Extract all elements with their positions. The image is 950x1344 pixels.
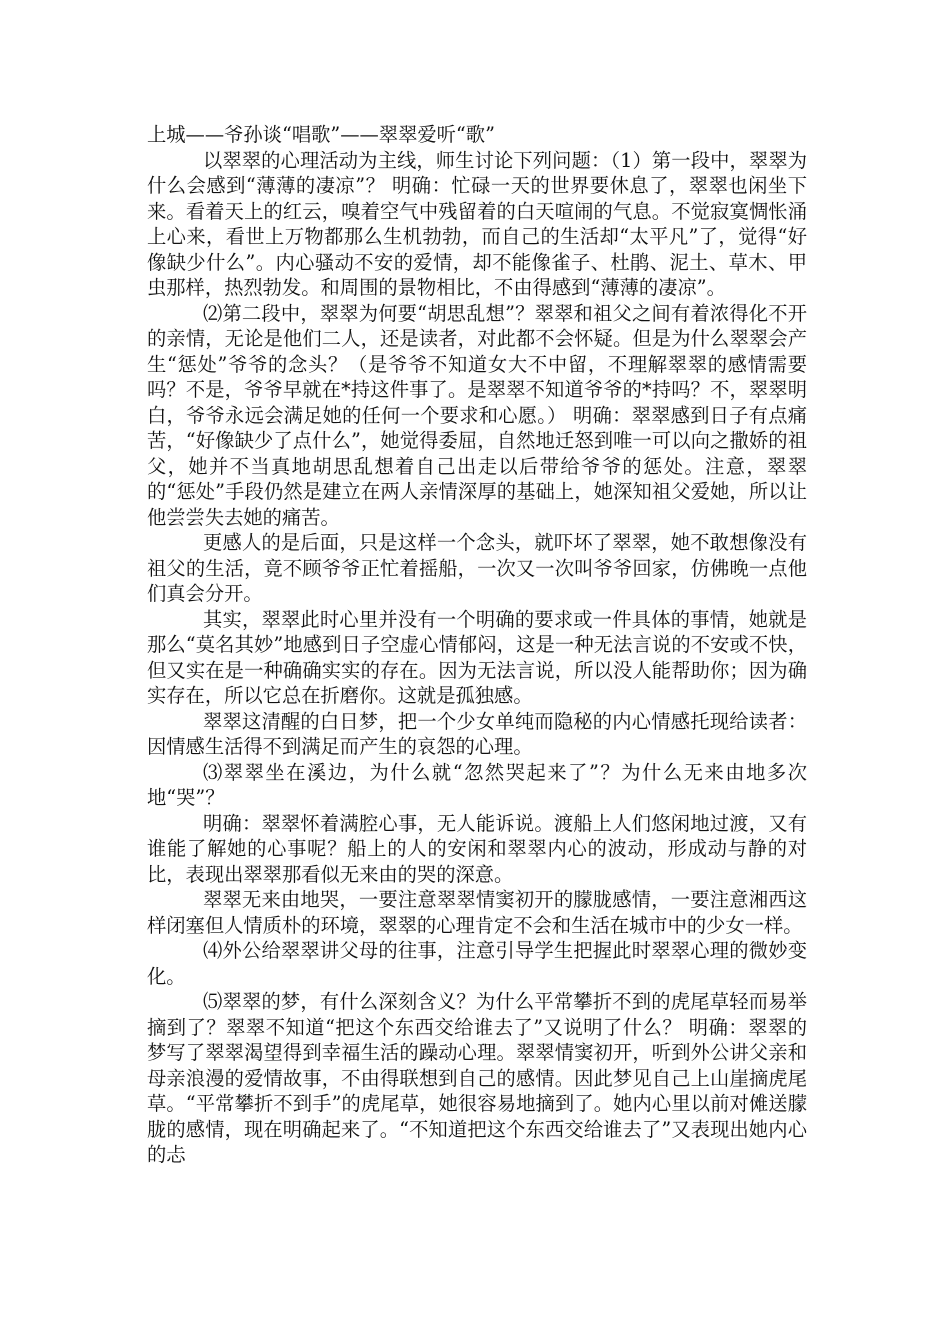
paragraph-moving-part: 更感人的是后面，只是这样一个念头，就吓坏了翠翠，她不敢想像没有祖父的生活，竟不顾爷爷正忙着摇船，一次又一次叫爷爷回家，仿佛晚一点他们真会分开。: [147, 531, 807, 605]
document-page: [147, 122, 807, 1168]
paragraph-question-1: 以翠翠的心理活动为主线，师生讨论下列问题：（1）第一段中，翠翠为什么会感到“薄薄的凄凉”？ 明确：忙碌一天的世界要休息了，翠翠也闲坐下来。看着天上的红云，嗅着空气中残留着的白天喧闹的气息。不觉寂寞惆怅涌上心来，看世上万物都那么生机勃勃，而自己的生活却“太平凡”了，觉得“好像缺少什么”。内心骚动不安的爱情，却不能像雀子、杜鹃、泥土、草木、甲虫那样，热烈勃发。和周围的景物相比，不由得感到“薄薄的凄凉”。: [147, 148, 807, 299]
paragraph-crying-note: 翠翠无来由地哭，一要注意翠翠情窦初开的朦胧感情，一要注意湘西这样闭塞但人情质朴的环境，翠翠的心理肯定不会和生活在城市中的少女一样。: [147, 888, 807, 937]
paragraph-loneliness: 其实，翠翠此时心里并没有一个明确的要求或一件具体的事情，她就是那么“莫名其妙”地感到日子空虚心情郁闷，这是一种无法言说的不安或不快，但又实在是一种确确实实的存在。因为无法言说，所以没人能帮助你；因为确实存在，所以它总在折磨你。这就是孤独感。: [147, 607, 807, 707]
paragraph-question-2: ⑵第二段中，翠翠为何要“胡思乱想”？翠翠和祖父之间有着浓得化不开的亲情，无论是他们二人，还是读者，对此都不会怀疑。但是为什么翠翠会产生“惩处”爷爷的念头？（是爷爷不知道女大不中留，不理解翠翠的感情需要吗？不是，爷爷早就在*持这件事了。是翠翠不知道爷爷的*持吗？不，翠翠明白，爷爷永远会满足她的任何一个要求和心愿。） 明确：翠翠感到日子有点痛苦，“好像缺少了点什么”，她觉得委屈，自然地迁怒到唯一可以向之撒娇的祖父，她并不当真地胡思乱想着自己出走以后带给爷爷的惩处。注意，翠翠的“惩处”手段仍然是建立在两人亲情深厚的基础上，她深知祖父爱她，所以让他尝尝失去她的痛苦。: [147, 301, 807, 529]
paragraph-question-3: ⑶翠翠坐在溪边，为什么就“忽然哭起来了”？为什么无来由地多次地“哭”？: [147, 760, 807, 809]
paragraph-question-5: ⑸翠翠的梦，有什么深刻含义？为什么平常攀折不到的虎尾草轻而易举摘到了？翠翠不知道“把这个东西交给谁去了”又说明了什么？ 明确：翠翠的梦写了翠翠渴望得到幸福生活的躁动心理。翠翠情窦初开，听到外公讲父亲和母亲浪漫的爱情故事，不由得联想到自己的感情。因此梦见自己上山崖摘虎尾草。“平常攀折不到手”的虎尾草，她很容易地摘到了。她内心里以前对傩送朦胧的感情，现在明确起来了。“不知道把这个东西交给谁去了”又表现出她内心的忐: [147, 990, 807, 1166]
paragraph-question-4: ⑷外公给翠翠讲父母的往事，注意引导学生把握此时翠翠心理的微妙变化。: [147, 939, 807, 988]
paragraph-answer-3: 明确：翠翠怀着满腔心事，无人能诉说。渡船上人们悠闲地过渡，又有谁能了解她的心事呢？船上的人的安闲和翠翠内心的波动，形成动与静的对比，表现出翠翠那看似无来由的哭的深意。: [147, 811, 807, 886]
paragraph-daydream: 翠翠这清醒的白日梦，把一个少女单纯而隐秘的内心情感托现给读者：因情感生活得不到满足而产生的哀怨的心理。: [147, 709, 807, 758]
paragraph-heading-line: 上城——爷孙谈“唱歌”——翠翠爱听“歌”: [147, 123, 495, 146]
